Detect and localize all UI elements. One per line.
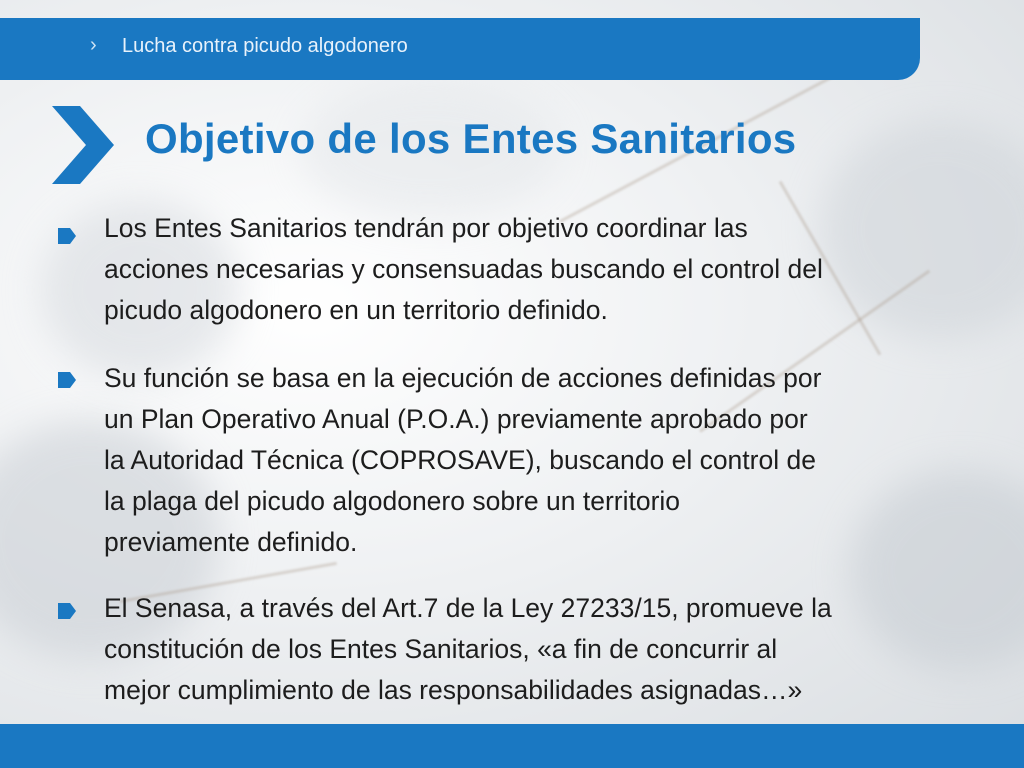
page-title: Objetivo de los Entes Sanitarios [145, 115, 797, 162]
paragraph-2 [104, 358, 954, 563]
paragraph-line: constitución de los Entes Sanitarios, «a fin de concurrir al [104, 634, 778, 664]
bullet-tab-icon [58, 228, 76, 244]
paragraph-line: mejor cumplimiento de las responsabilidades asignadas…» [104, 675, 803, 705]
paragraph-line: acciones necesarias y consensuadas buscando el control del [104, 254, 823, 284]
section-label: Lucha contra picudo algodonero [122, 35, 408, 57]
paragraph-line: Su función se basa en la ejecución de acciones definidas por [104, 363, 822, 393]
paragraph-line: la plaga del picudo algodonero sobre un territorio [104, 486, 681, 516]
footer-bar [0, 724, 1024, 768]
paragraph-1 [104, 208, 954, 331]
bullet-tab-icon [58, 372, 76, 388]
paragraph-line: la Autoridad Técnica (COPROSAVE), buscando el control de [104, 445, 816, 475]
paragraph-line: previamente definido. [104, 527, 358, 557]
paragraph-line: un Plan Operativo Anual (P.O.A.) previamente aprobado por [104, 404, 808, 434]
paragraph-line: picudo algodonero en un territorio definido. [104, 295, 608, 325]
chevron-right-icon: › [90, 34, 97, 56]
header-bar [0, 18, 920, 80]
paragraph-3 [104, 588, 954, 711]
paragraph-line: El Senasa, a través del Art.7 de la Ley 27233/15, promueve la [104, 593, 832, 623]
bullet-tab-icon [58, 603, 76, 619]
paragraph-line: Los Entes Sanitarios tendrán por objetivo coordinar las [104, 213, 748, 243]
chevron-right-icon [52, 106, 114, 184]
